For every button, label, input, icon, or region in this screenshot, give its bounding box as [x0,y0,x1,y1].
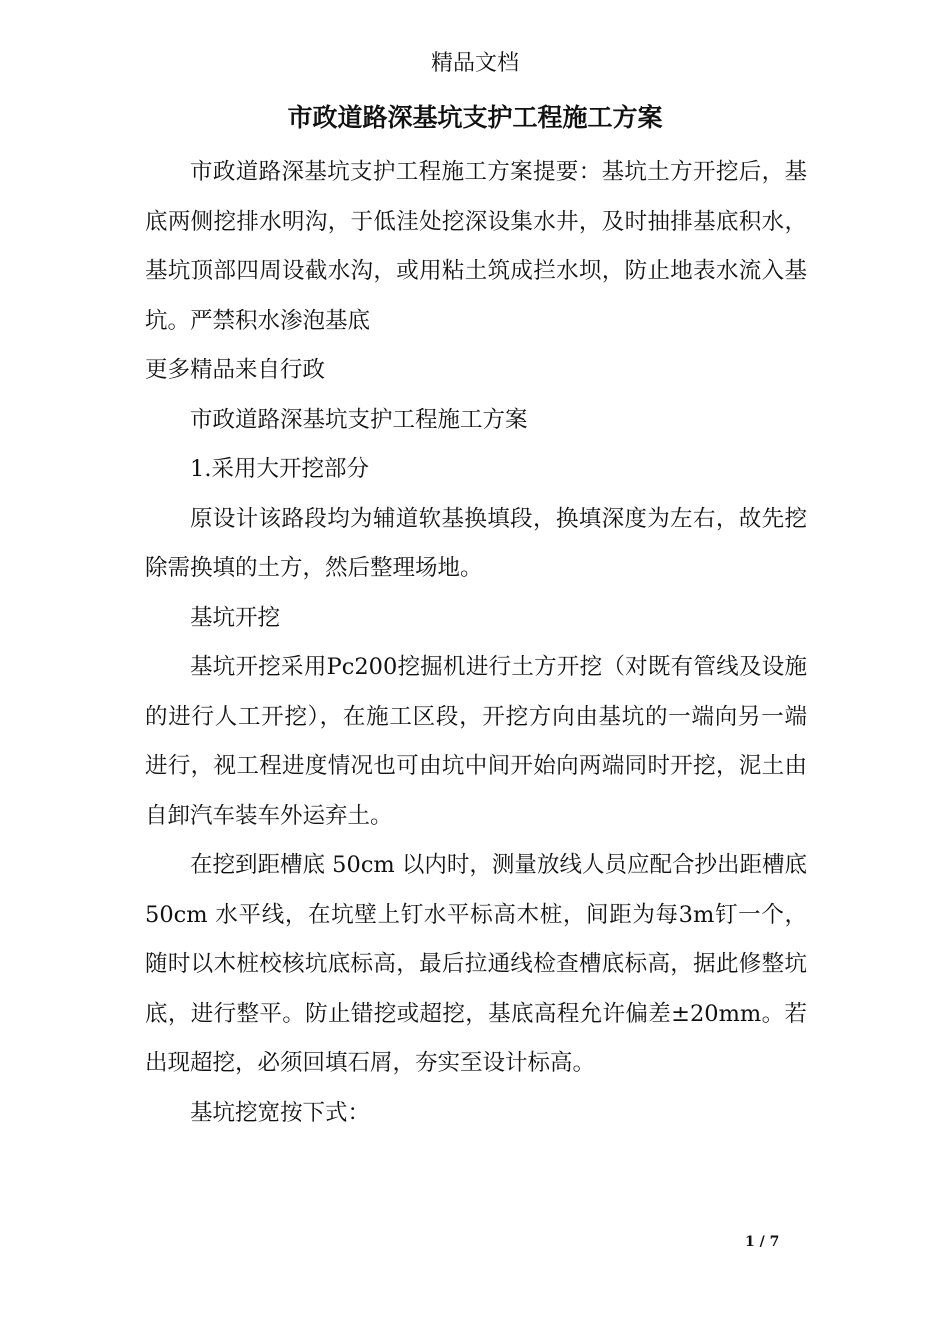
paragraph-summary: 市政道路深基坑支护工程施工方案提要：基坑土方开挖后，基底两侧挖排水明沟，于低洼处挖深设集水井，及时抽排基底积水，基坑顶部四周设截水沟，或用粘土筑成拦水坝，防止地表水流入基坑。严禁积水渗泡基底 [145,159,807,334]
paragraph-subheading-excavation: 基坑开挖 [190,604,281,631]
paragraph-section-heading: 市政道路深基坑支护工程施工方案 [190,406,528,433]
paragraph-source-note: 更多精品来自行政 [145,357,326,383]
page-header: 精品文档 [430,51,519,76]
document-title: 市政道路深基坑支护工程施工方案 [287,103,663,132]
paragraph-elevation-control: 在挖到距槽底 50cm 以内时，测量放线人员应配合抄出距槽底 50cm 水平线，在坑壁上钉水平标高木桩，间距为每3m钉一个，随时以木桩校核坑底标高，最后拉通线检查槽底标高，据此修整坑底，进行整平。防止错挖或超挖，基底高程允许偏差±20mm。若出现超挖，必须回填石屑，夯实至设计标高。 [145,852,807,1076]
page-number: 1 / 7 [745,1234,780,1250]
paragraph-excavation-method: 基坑开挖采用Pc200挖掘机进行土方开挖（对既有管线及设施的进行人工开挖），在施工区段，开挖方向由基坑的一端向另一端进行，视工程进度情况也可由坑中间开始向两端同时开挖，泥土由自卸汽车装车外运弃土。 [145,654,807,829]
paragraph-width-formula: 基坑挖宽按下式： [190,1099,371,1126]
paragraph-original-design: 原设计该路段均为辅道软基换填段，换填深度为左右，故先挖除需换填的土方，然后整理场地。 [145,505,807,581]
paragraph-subheading-open-cut: 1.采用大开挖部分 [190,456,369,482]
document-body [145,148,807,1138]
